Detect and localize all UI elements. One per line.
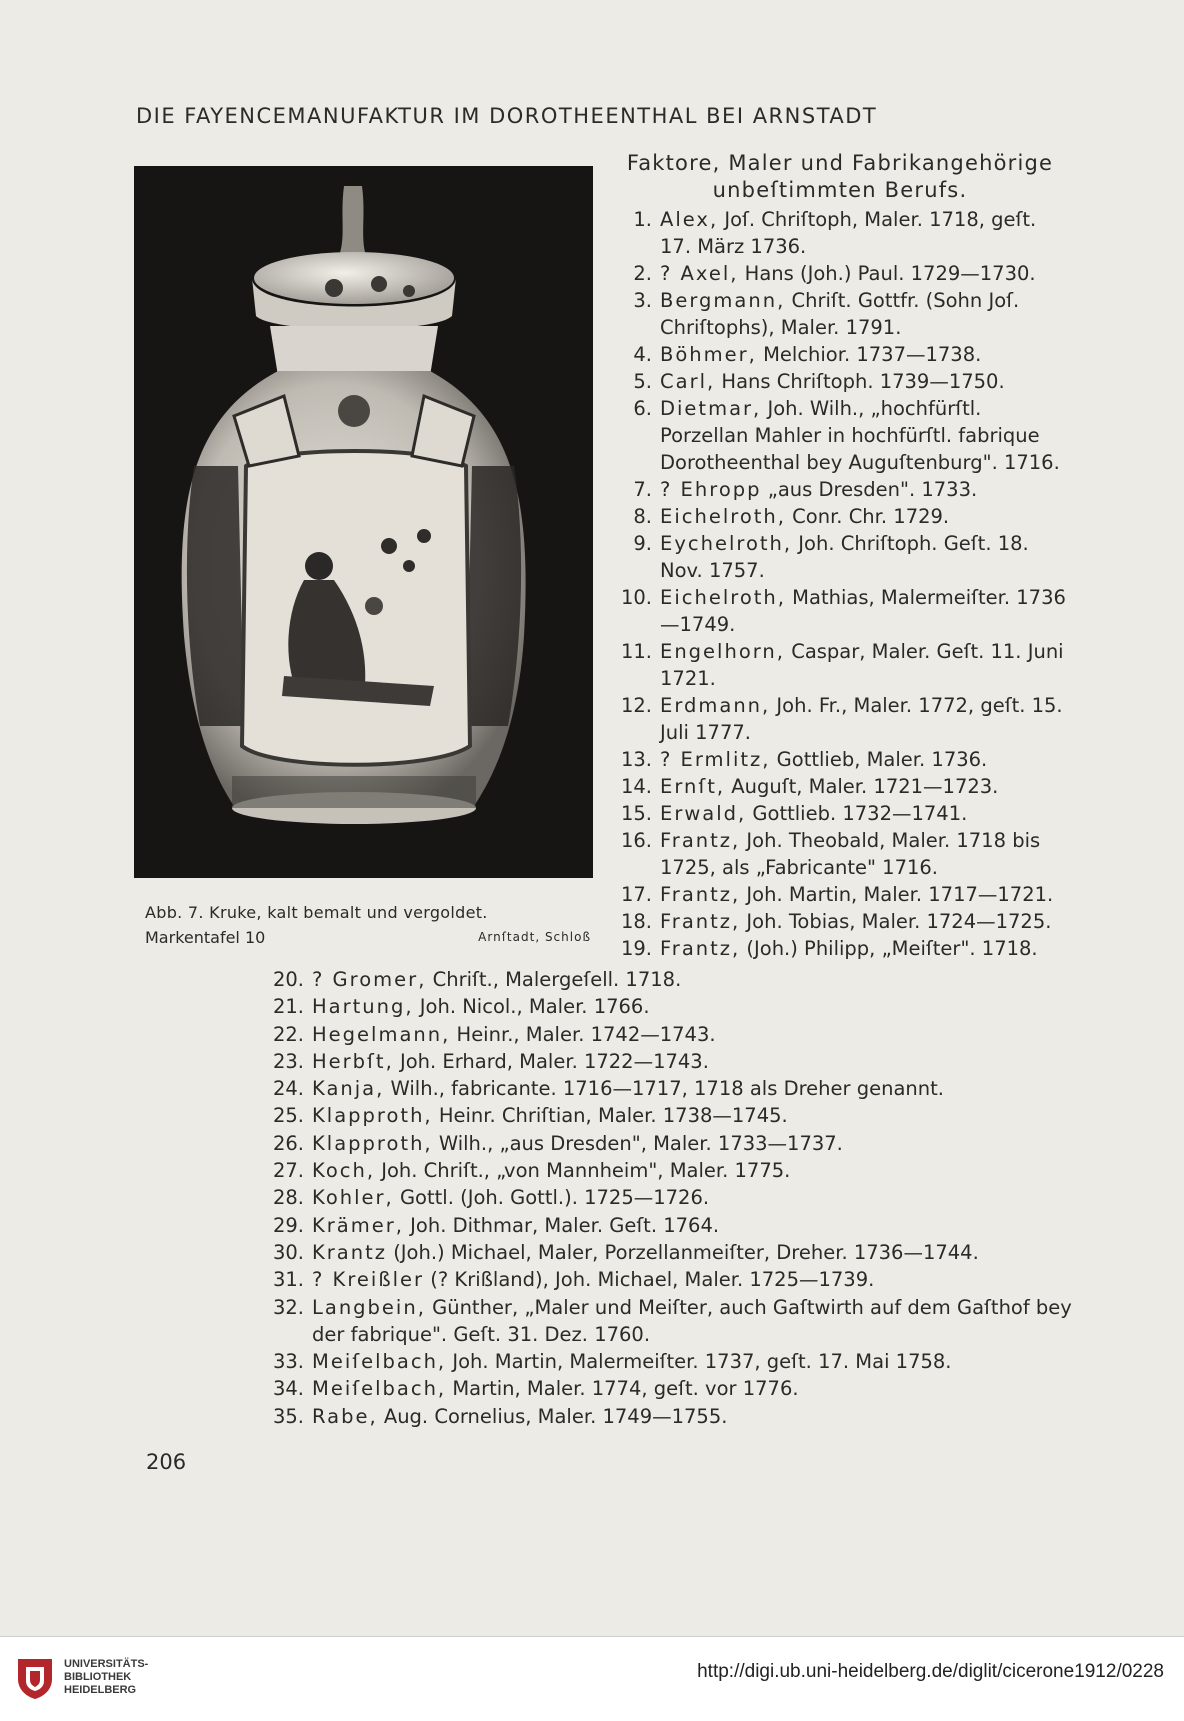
list-item <box>610 341 1070 368</box>
entry-name: Eichelroth, <box>660 505 786 528</box>
list-item <box>262 1075 1082 1102</box>
entry-name: Eichelroth, <box>660 586 786 609</box>
entry-name: Kanja, <box>312 1077 385 1101</box>
entry-text: Joh. Wilh., „hochfürſtl. Porzellan Mahler in hochfürſtl. fabrique Dorotheenthal bey Auguſtenburg". 1716. <box>660 397 1060 474</box>
entry-number: 19. <box>620 937 652 960</box>
list-item <box>610 287 1070 341</box>
entry-text: Aug. Cornelius, Maler. 1749—1755. <box>377 1404 728 1428</box>
entry-number: 7. <box>633 478 652 501</box>
list-item <box>262 966 1082 993</box>
list-item <box>610 503 1070 530</box>
list-item <box>610 935 1070 962</box>
entry-number: 1. <box>633 208 652 231</box>
list-item <box>262 1348 1082 1375</box>
entry-name: ? Axel, <box>660 262 739 285</box>
list-item <box>610 773 1070 800</box>
footer-bar <box>0 1636 1184 1721</box>
entry-number: 32. <box>272 1295 304 1319</box>
entry-text: Heinr., Maler. 1742—1743. <box>450 1022 716 1046</box>
list-item <box>262 1375 1082 1402</box>
entry-text: Melchior. 1737—1738. <box>756 343 982 366</box>
entry-number: 5. <box>633 370 652 393</box>
entry-name: Klapproth, <box>312 1131 433 1155</box>
list-item <box>610 584 1070 638</box>
list-item <box>262 1130 1082 1157</box>
entry-number: 22. <box>272 1022 304 1046</box>
entry-name: Frantz, <box>660 883 741 906</box>
entry-text: Mathias, Malermeiſter. 1736—1749. <box>660 586 1066 636</box>
entry-name: Alex, <box>660 208 719 231</box>
entry-number: 25. <box>272 1104 304 1128</box>
list-item <box>262 1021 1082 1048</box>
running-title: DIE FAYENCEMANUFAKTUR IM DOROTHEENTHAL BEI ARNSTADT <box>136 104 878 128</box>
entry-number: 14. <box>620 775 652 798</box>
caption-location: Arnſtadt, Schloß <box>478 930 591 944</box>
entry-text: Wilh., „aus Dresden", Maler. 1733—1737. <box>432 1131 843 1155</box>
library-name-line2: BIBLIOTHEK <box>64 1671 132 1683</box>
entry-text: Günther, „Maler und Meiſter, auch Gaſtwirth auf dem Gaſthof bey der fabrique". Geſt. 31. Dez. 1760. <box>312 1295 1072 1346</box>
entry-text: Joh. Tobias, Maler. 1724—1725. <box>740 910 1052 933</box>
list-item <box>262 1403 1082 1430</box>
list-item <box>262 1294 1082 1349</box>
entry-name: Meiſelbach, <box>312 1377 447 1401</box>
entry-name: Ernſt, <box>660 775 726 798</box>
entry-name: Bergmann, <box>660 289 786 312</box>
entry-text: Hans (Joh.) Paul. 1729—1730. <box>738 262 1036 285</box>
list-item <box>610 692 1070 746</box>
entry-text: Joh. Martin, Malermeiſter. 1737, geſt. 17. Mai 1758. <box>446 1350 952 1374</box>
entry-number: 17. <box>620 883 652 906</box>
entry-text: Joh. Martin, Maler. 1717—1721. <box>740 883 1054 906</box>
entry-number: 27. <box>272 1159 304 1183</box>
entry-number: 33. <box>272 1350 304 1374</box>
entry-text: Joh. Fr., Maler. 1772, geſt. 15. Juli 1777. <box>660 694 1063 744</box>
entry-name: Krämer, <box>312 1213 404 1237</box>
library-name-line1: UNIVERSITÄTS- <box>64 1658 149 1670</box>
entry-number: 35. <box>272 1404 304 1428</box>
list-item <box>262 1239 1082 1266</box>
source-url-link[interactable]: http://digi.ub.uni-heidelberg.de/diglit/cicerone1912/0228 <box>697 1661 1164 1682</box>
list-item <box>610 908 1070 935</box>
figure-caption-line2 <box>145 928 605 947</box>
entry-text: Gottlieb, Maler. 1736. <box>770 748 988 771</box>
entry-text: Hans Chriſtoph. 1739—1750. <box>715 370 1005 393</box>
entry-name: Carl, <box>660 370 716 393</box>
list-item <box>262 1157 1082 1184</box>
list-item <box>262 1266 1082 1293</box>
entry-name: Böhmer, <box>660 343 757 366</box>
entry-name: Frantz, <box>660 910 741 933</box>
section-title <box>605 150 1075 204</box>
entry-number: 10. <box>620 586 652 609</box>
entry-name: Dietmar, <box>660 397 762 420</box>
entry-name: Hartung, <box>312 995 414 1019</box>
list-item <box>262 1184 1082 1211</box>
entry-number: 31. <box>272 1268 304 1292</box>
entry-text: Caspar, Maler. Geſt. 11. Juni 1721. <box>660 640 1064 690</box>
entry-text: Auguſt, Maler. 1721—1723. <box>725 775 999 798</box>
entry-name: Langbein, <box>312 1295 426 1319</box>
library-name <box>64 1658 148 1697</box>
entry-number: 26. <box>272 1131 304 1155</box>
list-item <box>610 395 1070 476</box>
entry-name: Rabe, <box>312 1404 378 1428</box>
list-item <box>610 827 1070 881</box>
list-item <box>610 881 1070 908</box>
entry-text: Joh. Chriſt., „von Mannheim", Maler. 1775. <box>375 1159 791 1183</box>
entry-number: 3. <box>633 289 652 312</box>
caption-reference: Markentafel 10 <box>145 928 266 947</box>
entry-number: 34. <box>272 1377 304 1401</box>
entry-name: ? Gromer, <box>312 968 427 991</box>
page-number: 206 <box>146 1450 187 1474</box>
entry-text: Joſ. Chriſtoph, Maler. 1718, geſt. 17. März 1736. <box>660 208 1037 258</box>
entry-number: 18. <box>620 910 652 933</box>
entry-number: 29. <box>272 1213 304 1237</box>
entry-name: Erdmann, <box>660 694 771 717</box>
list-item <box>610 476 1070 503</box>
faience-jar-image <box>134 166 593 878</box>
entry-name: ? Ermlitz, <box>660 748 771 771</box>
entry-text: Chriſt. Gottfr. (Sohn Joſ. Chriſtophs), Maler. 1791. <box>660 289 1020 339</box>
entry-number: 20. <box>272 968 304 991</box>
entry-text: (? Krißland), Joh. Michael, Maler. 1725—1739. <box>424 1268 875 1292</box>
entry-text: (Joh.) Michael, Maler, Porzellanmeiſter, Dreher. 1736—1744. <box>387 1240 979 1264</box>
entry-text: Joh. Dithmar, Maler. Geſt. 1764. <box>403 1213 720 1237</box>
entry-number: 15. <box>620 802 652 825</box>
entry-text: Gottlieb. 1732—1741. <box>746 802 968 825</box>
entry-text: Gottl. (Joh. Gottl.). 1725—1726. <box>393 1186 710 1210</box>
entry-number: 30. <box>272 1240 304 1264</box>
entry-text: Martin, Maler. 1774, geſt. vor 1776. <box>446 1377 799 1401</box>
list-item <box>610 638 1070 692</box>
entry-text: „aus Dresden". 1733. <box>761 478 978 501</box>
entry-name: Kohler, <box>312 1186 394 1210</box>
section-title-line1: Faktore, Maler und Fabrikangehörige <box>626 151 1054 175</box>
entry-text: Joh. Theobald, Maler. 1718 bis 1725, als „Fabricante" 1716. <box>660 829 1041 879</box>
entry-name: Eychelroth, <box>660 532 793 555</box>
entry-name: Krantz <box>312 1240 387 1264</box>
entry-name: Frantz, <box>660 829 741 852</box>
list-item <box>262 1212 1082 1239</box>
entry-name: Hegelmann, <box>312 1022 451 1046</box>
entry-name: ? Ehropp <box>660 478 762 501</box>
entry-text: Wilh., fabricante. 1716—1717, 1718 als Dreher genannt. <box>384 1077 944 1101</box>
entry-number: 11. <box>620 640 652 663</box>
entry-name: Erwald, <box>660 802 747 825</box>
entry-number: 23. <box>272 1049 304 1073</box>
entry-name: Koch, <box>312 1159 376 1183</box>
entry-number: 9. <box>633 532 652 555</box>
entry-number: 4. <box>633 343 652 366</box>
entry-text: Conr. Chr. 1729. <box>785 505 950 528</box>
entry-name: Klapproth, <box>312 1104 433 1128</box>
list-item <box>610 746 1070 773</box>
entry-name: Meiſelbach, <box>312 1350 447 1374</box>
entry-name: Herbſt, <box>312 1049 394 1073</box>
list-item <box>610 530 1070 584</box>
entry-name: Frantz, <box>660 937 741 960</box>
list-item <box>610 206 1070 260</box>
list-item <box>262 993 1082 1020</box>
list-item <box>262 1102 1082 1129</box>
entry-text: Heinr. Chriſtian, Maler. 1738—1745. <box>432 1104 788 1128</box>
entry-number: 12. <box>620 694 652 717</box>
section-title-line2: unbeſtimmten Berufs. <box>712 178 968 202</box>
vase-photograph <box>134 166 593 878</box>
entry-name: Engelhorn, <box>660 640 785 663</box>
entry-list-full <box>262 966 1082 1430</box>
figure-caption: Abb. 7. Kruke, kalt bemalt und vergoldet. <box>145 903 488 922</box>
entry-number: 6. <box>633 397 652 420</box>
list-item <box>610 368 1070 395</box>
entry-text: Joh. Erhard, Maler. 1722—1743. <box>393 1049 709 1073</box>
entry-number: 2. <box>633 262 652 285</box>
entry-text: Chriſt., Malergeſell. 1718. <box>426 968 682 991</box>
entry-number: 28. <box>272 1186 304 1210</box>
entry-number: 24. <box>272 1077 304 1101</box>
entry-list-column <box>610 206 1070 962</box>
entry-text: Joh. Chriſtoph. Geſt. 18. Nov. 1757. <box>660 532 1029 582</box>
list-item <box>610 260 1070 287</box>
entry-number: 8. <box>633 505 652 528</box>
entry-name: ? Kreißler <box>312 1268 425 1292</box>
entry-text: (Joh.) Philipp, „Meiſter". 1718. <box>740 937 1038 960</box>
entry-number: 13. <box>620 748 652 771</box>
entry-number: 21. <box>272 995 304 1019</box>
entry-text: Joh. Nicol., Maler. 1766. <box>413 995 650 1019</box>
entry-number: 16. <box>620 829 652 852</box>
list-item <box>610 800 1070 827</box>
list-item <box>262 1048 1082 1075</box>
library-logo-icon <box>14 1657 56 1701</box>
library-name-line3: HEIDELBERG <box>64 1684 137 1696</box>
